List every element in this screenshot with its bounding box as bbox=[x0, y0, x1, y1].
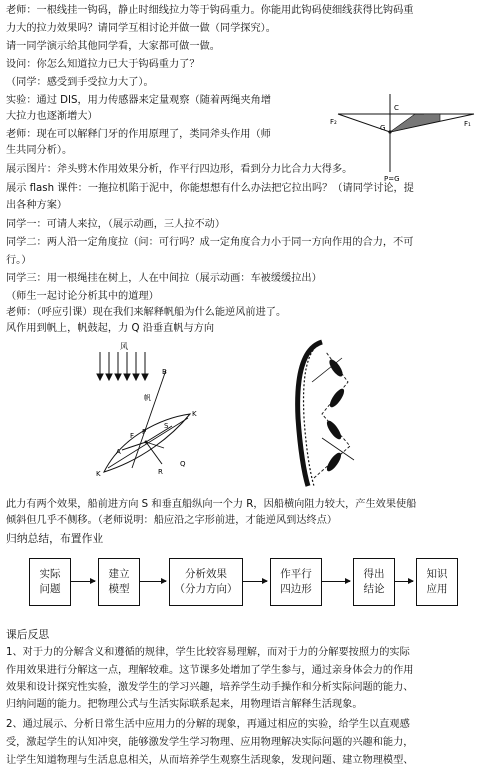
reflection-line: 让学生知道物理与生活息息相关，从而培养学生观察生活现象，发现问题、建立物理模型、 bbox=[6, 755, 414, 766]
flow-step-5 bbox=[353, 558, 395, 606]
text-line: 此力有两个效果，船前进方向 S 和垂直船纵向一个力 R，因船横向阻力较大，产生效果使船 bbox=[6, 499, 417, 510]
text-line: 同学一：可请人来拉，（展示动画，三人拉不动） bbox=[6, 219, 226, 230]
flow-step-text: 建立 bbox=[108, 568, 130, 580]
flow-step-text: 实际 bbox=[39, 568, 61, 580]
zigzag-sailing-illustration bbox=[292, 338, 368, 488]
reflection-line: 受，激起学生的认知冲突，能够激发学生学习物理、应用物理解决实际问题的兴趣和能力， bbox=[6, 737, 414, 748]
flow-step-text: （分力方向） bbox=[174, 583, 238, 595]
label-p: P bbox=[142, 428, 147, 436]
label-sail: 帆 bbox=[144, 394, 151, 402]
text-line: 请一同学演示给其他同学看，大家都可做一做。 bbox=[6, 41, 220, 52]
flow-step-2 bbox=[98, 558, 140, 606]
reflection-title: 课后反思 bbox=[6, 628, 50, 641]
label-k-bottom: K bbox=[96, 470, 101, 478]
flow-step-text: 四边形 bbox=[280, 583, 312, 595]
flow-step-text: 知识 bbox=[426, 568, 448, 580]
label-p-equals-g: P=G bbox=[384, 175, 400, 183]
label-f2: F₂ bbox=[330, 118, 337, 126]
label-r: R bbox=[158, 468, 163, 476]
text-line: 出各种方案） bbox=[6, 200, 68, 211]
label-a: A bbox=[116, 448, 121, 456]
flow-step-4 bbox=[270, 558, 322, 606]
flow-arrow bbox=[322, 581, 350, 582]
flow-arrow bbox=[140, 581, 166, 582]
text-line: （同学：感受到手受拉力大了）。 bbox=[6, 77, 154, 88]
text-line: 同学三：用一根绳挂在树上，人在中间拉（展示动画：车被缓缓拉出） bbox=[6, 273, 322, 284]
flow-arrow bbox=[395, 581, 413, 582]
label-s: S bbox=[164, 422, 169, 430]
text-line: 展示 flash 课件：一拖拉机陷于泥中，你能想想有什么办法把它拉出吗？（请同学讨论，提 bbox=[6, 183, 414, 194]
reflection-line: 1、对于力的分解含义和遵循的规律，学生比较容易理解，而对于力的分解要按照力的实际 bbox=[6, 647, 410, 658]
flow-step-text: 应用 bbox=[426, 583, 448, 595]
text-line: 展示图片：斧头劈木作用效果分析，作平行四边形，看到分力比合力大得多。 bbox=[6, 164, 353, 175]
text-line: 力大的拉力效果吗？请同学互相讨论并做一做（同学探究）。 bbox=[6, 23, 276, 34]
rope-force-diagram bbox=[330, 84, 480, 184]
flow-step-text: 结论 bbox=[363, 583, 385, 595]
reflection-line: 2、通过展示、分析日常生活中应用力的分解的现象，再通过相应的实验，给学生以直观感 bbox=[6, 719, 410, 730]
text-line: 大拉力也逐渐增大） bbox=[6, 111, 98, 122]
label-wind: 风 bbox=[120, 342, 128, 351]
sail-force-diagram bbox=[92, 340, 212, 480]
label-b: B bbox=[162, 368, 167, 376]
label-g: G bbox=[380, 124, 386, 132]
reflection-line: 效果和设计探究性实验，激发学生的学习兴趣，培养学生动手操作和分析实际问题的能力、 bbox=[6, 682, 414, 693]
flow-step-1 bbox=[29, 558, 71, 606]
reflection-line: 归纳问题的能力。把物理公式与生活实际联系起来，用物理语言解释生活现象。 bbox=[6, 699, 363, 710]
flow-step-6 bbox=[416, 558, 458, 606]
flow-step-text: 问题 bbox=[39, 583, 61, 595]
label-q: Q bbox=[180, 460, 186, 468]
text-line: 行。） bbox=[6, 255, 32, 266]
text-line: 风作用到帆上，帆鼓起，力 Q 沿垂直帆与方向 bbox=[6, 323, 215, 334]
text-line: 老师：（呼应引课）现在我们来解释帆船为什么能逆风前进了。 bbox=[6, 307, 287, 318]
label-c: C bbox=[394, 104, 399, 112]
summary-heading: 归纳总结，布置作业 bbox=[6, 532, 104, 545]
text-line: 老师：现在可以解释门牙的作用原理了，类同斧头作用（师 bbox=[6, 129, 271, 140]
text-line: 同学二：两人沿一定角度拉（问：可行吗？成一定角度合力小于同一方向作用的合力，不可 bbox=[6, 237, 414, 248]
label-k-top: K bbox=[192, 410, 197, 418]
flow-step-text: 模型 bbox=[108, 583, 130, 595]
text-line: 老师：一根线挂一钩码，静止时细线拉力等于钩码重力。你能用此钩码使细线获得比钩码重 bbox=[6, 5, 414, 16]
text-line: 实验：通过 DIS，用力传感器来定量观察（随着两绳夹角增 bbox=[6, 95, 272, 106]
text-line: （师生一起讨论分析其中的道理） bbox=[6, 291, 159, 302]
text-line: 生共同分析）。 bbox=[6, 145, 73, 156]
flow-step-text: 作平行 bbox=[280, 568, 312, 580]
flow-arrow bbox=[71, 581, 95, 582]
text-line: 倾斜但几乎不侧移。（老师说明：船应沿之字形前进，才能逆风到达终点） bbox=[6, 515, 338, 526]
flow-step-3 bbox=[169, 558, 243, 606]
flow-arrow bbox=[243, 581, 267, 582]
reflection-line: 作用效果进行分解这一点，理解较难。这节课多处增加了学生参与，通过亲身体会力的作用 bbox=[6, 665, 414, 676]
flow-step-text: 分析效果 bbox=[185, 568, 227, 580]
flow-step-text: 得出 bbox=[363, 568, 385, 580]
label-f: F bbox=[130, 432, 135, 440]
label-f1: F₁ bbox=[464, 120, 471, 128]
text-line: 设问：你怎么知道拉力已大于钩码重力了？ bbox=[6, 59, 200, 70]
